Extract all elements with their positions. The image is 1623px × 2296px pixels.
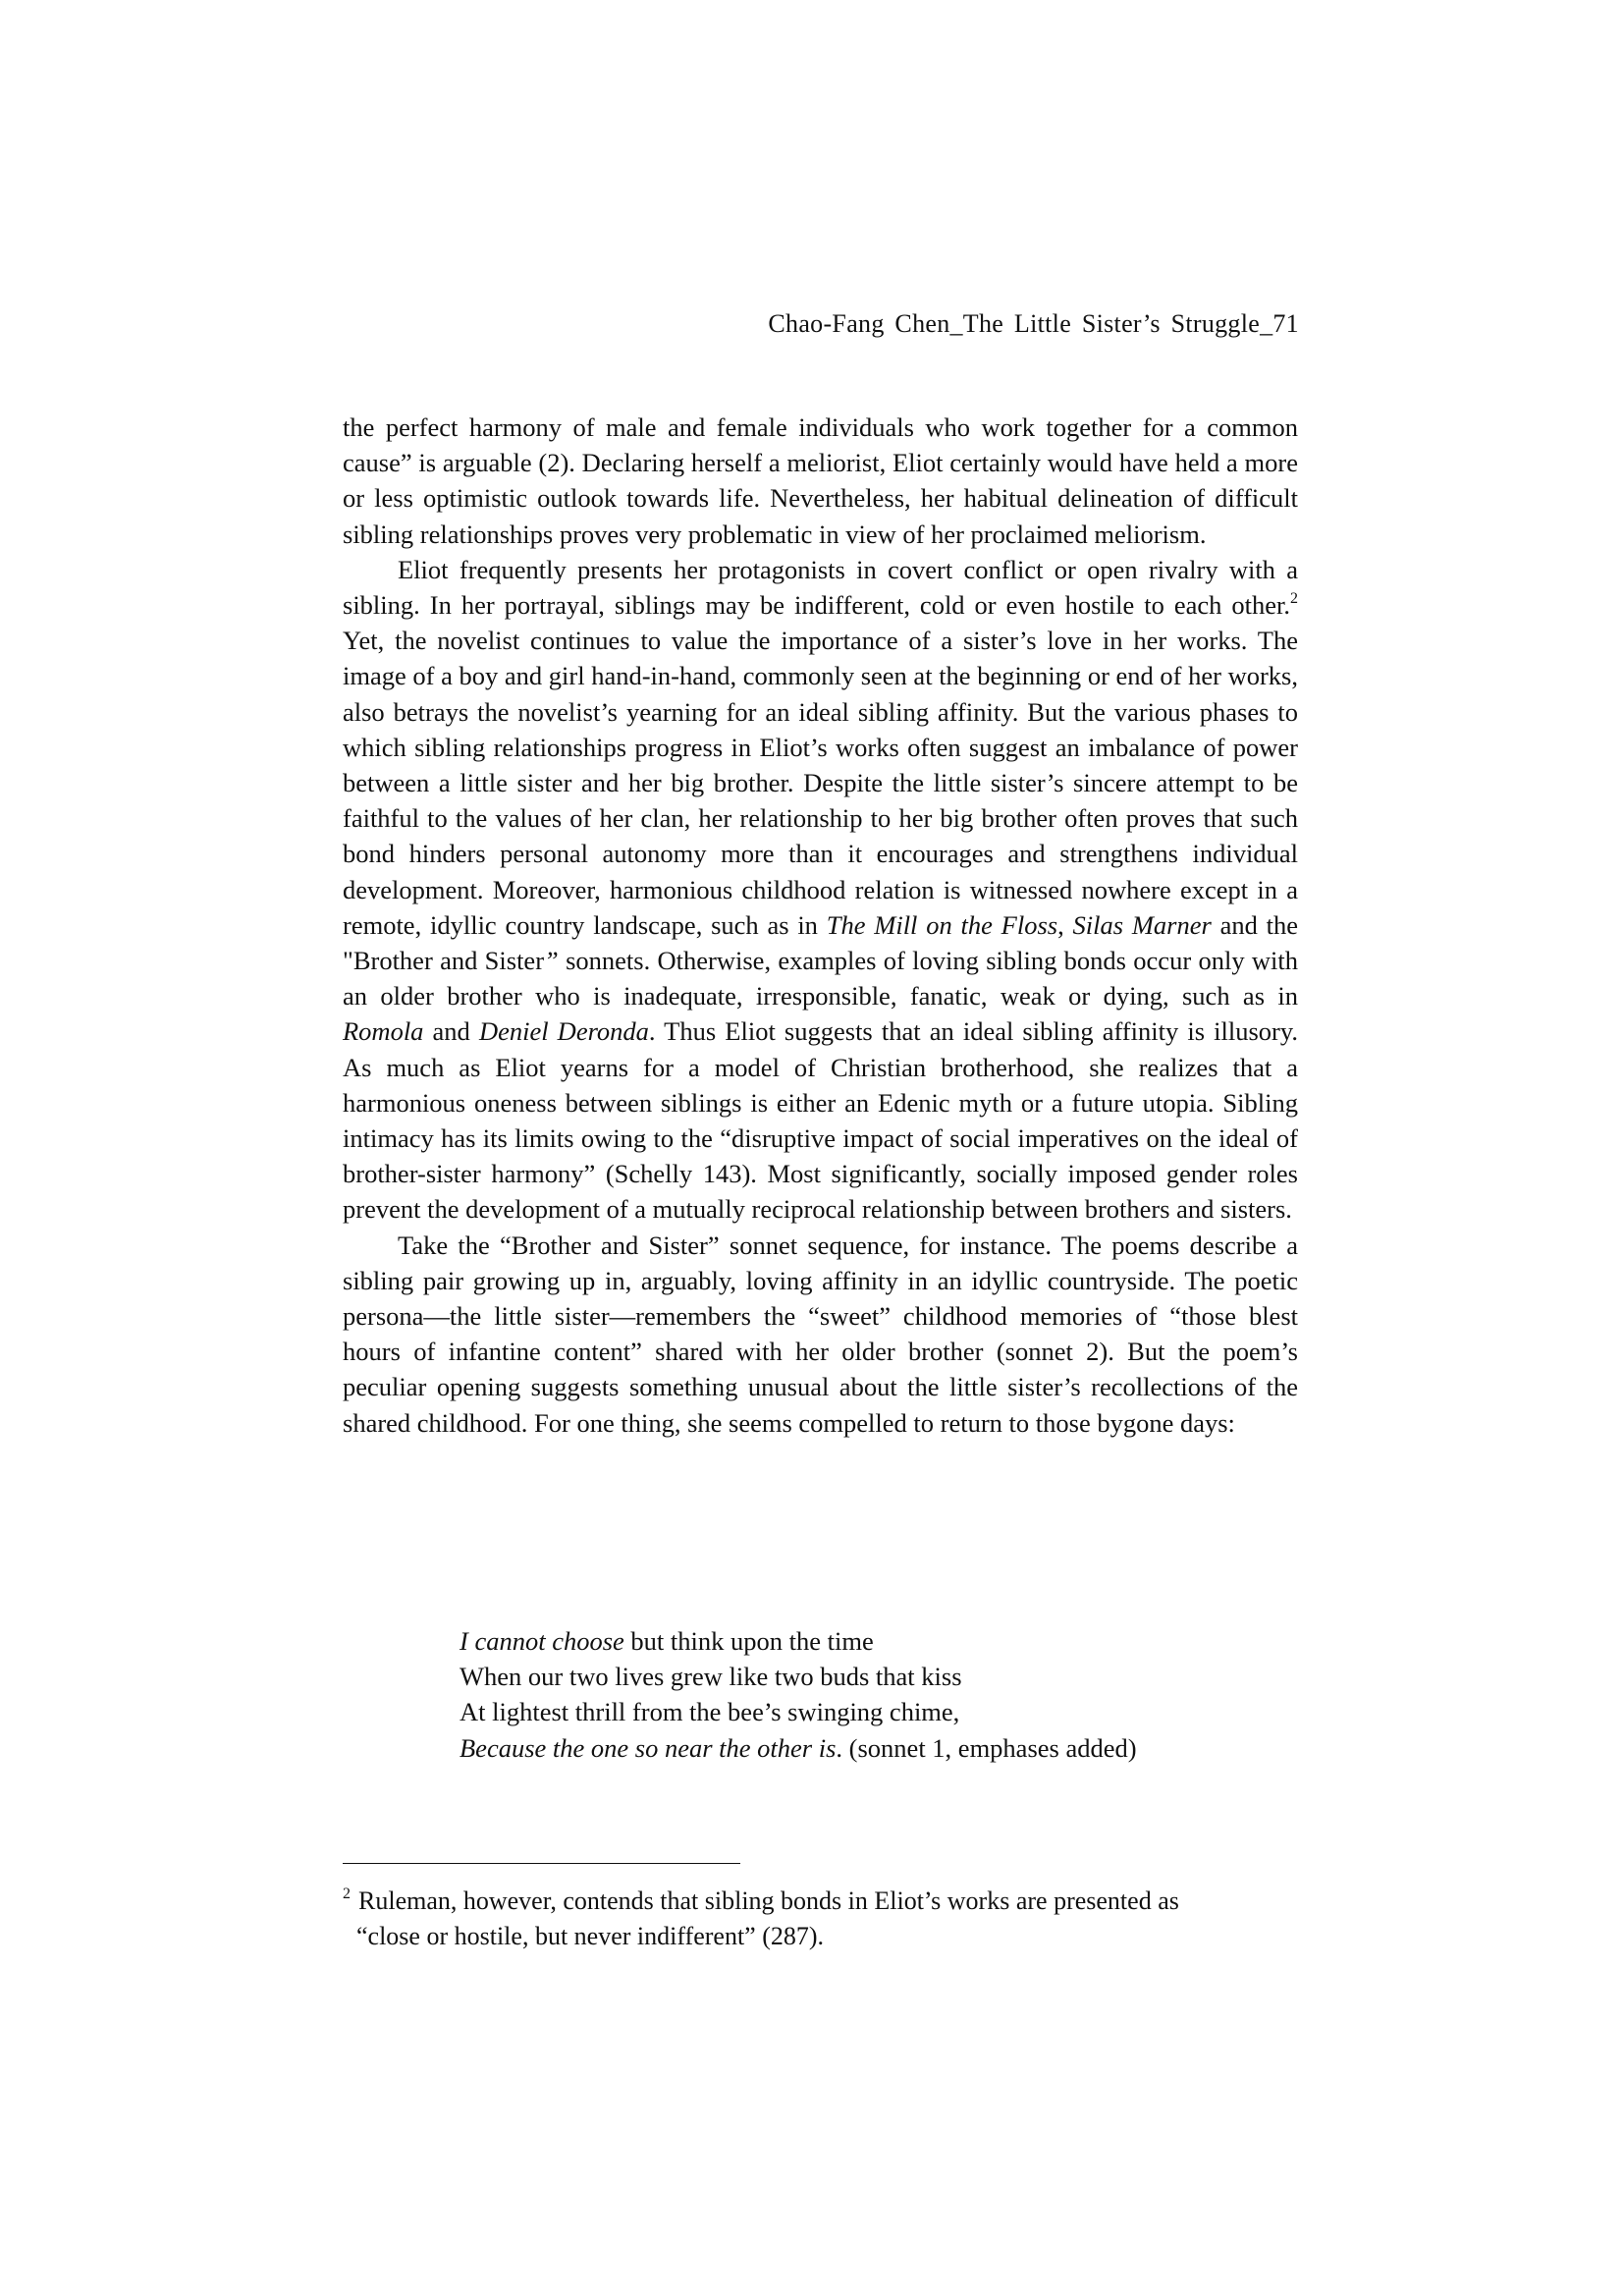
italic-text: Romola — [343, 1016, 424, 1047]
footnote-reference-marker: 2 — [1290, 590, 1298, 608]
text-run: Yet, the novelist continues to value the importance of a sister’s love in her works. The image of a boy and girl hand-in-hand, commonly seen at the beginning or end of her works, also betrays the novelist’s yearning for an ideal sibling affinity. But the various phases to which sibling relationships progress in Eliot’s works often suggest an imbalance of power between a little sister and her big brother. Despite the little sister’s sincere attempt to be faithful to the values of her clan, her relationship to her big brother often proves that such bond hinders personal autonomy more than it encourages and strengthens individual development. Moreover, harmonious childhood relation is witnessed nowhere except in a remote, idyllic country landscape, such as in — [343, 626, 1298, 940]
body-paragraph — [343, 552, 1298, 1228]
footnote-text-first-line: Ruleman, however, contends that sibling bonds in Eliot’s works are presented as — [358, 1886, 1179, 1915]
poem-line — [460, 1730, 1137, 1766]
italic-text: The Mill on the Floss — [826, 909, 1058, 940]
text-run: , — [1057, 909, 1073, 940]
italic-text: Silas Marner — [1072, 909, 1212, 940]
italic-text: ” — [544, 946, 559, 976]
text-run: At lightest thrill from the bee’s swinging chime, — [460, 1697, 960, 1727]
text-run: When our two lives grew like two buds that kiss — [460, 1662, 962, 1692]
italic-text: Deniel Deronda — [478, 1016, 649, 1047]
text-run: . Thus Eliot suggests that an ideal sibling affinity is illusory. As much as Eliot yearns for a model of Christian brotherhood, she realizes that a harmonious oneness between siblings is either an Edenic myth or a future utopia. Sibling intimacy has its limits owing to the “disruptive impact of social imperatives on the ideal of brother-sister harmony” (Schelly 143). Most significantly, socially imposed gender roles prevent the development of a mutually reciprocal relationship between brothers and sisters. — [343, 1016, 1298, 1225]
text-run: sonnets. Otherwise, examples of loving sibling bonds occur only with an older brother who is inadequate, irresponsible, fanatic, weak or dying, such as in — [343, 946, 1298, 1011]
italic-text: I cannot choose — [460, 1626, 624, 1656]
body-paragraph — [343, 410, 1298, 552]
italic-text: Because the one so near the other is — [460, 1732, 837, 1763]
poem-line — [460, 1659, 1137, 1694]
footnote-separator-rule — [343, 1863, 740, 1864]
text-run: the perfect harmony of male and female individuals who work together for a common cause” is arguable (2). Declaring herself a meliorist, Eliot certainly would have held a more or less optimistic outlook towards life. Nevertheless, her habitual delineation of difficult sibling relationships proves very problematic in view of her proclaimed meliorism. — [343, 412, 1298, 549]
footnote-text-continuation: “close or hostile, but never indifferent” (287). — [356, 1922, 825, 1950]
block-quote-poem — [460, 1623, 1137, 1766]
footnote-number: 2 — [343, 1886, 351, 1902]
text-run: and — [423, 1016, 479, 1047]
text-run: Eliot frequently presents her protagonists in covert conflict or open rivalry with a sibling. In her portrayal, siblings may be indifferent, cold or even hostile to each other. — [343, 554, 1298, 621]
text-run: Take the “Brother and Sister” sonnet sequence, for instance. The poems describe a sibling pair growing up in, arguably, loving affinity in an idyllic countryside. The poetic persona—the little sister—remembers the “sweet” childhood memories of “those blest hours of infantine content” shared with her older brother (sonnet 2). But the poem’s peculiar opening suggests something unusual about the little sister’s recollections of the shared childhood. For one thing, she seems compelled to return to those bygone days: — [343, 1230, 1298, 1438]
body-paragraph — [343, 1228, 1298, 1441]
text-run: and the "Brother and Sister — [343, 909, 1299, 976]
poem-line — [460, 1623, 1137, 1659]
text-run: . (sonnet 1, emphases added) — [836, 1732, 1137, 1763]
footnote — [343, 1884, 1298, 1954]
main-body-text — [343, 410, 1298, 1441]
text-run: but think upon the time — [623, 1626, 874, 1656]
running-header: Chao-Fang Chen_The Little Sister’s Struggle_71 — [768, 309, 1299, 338]
poem-line — [460, 1694, 1137, 1729]
